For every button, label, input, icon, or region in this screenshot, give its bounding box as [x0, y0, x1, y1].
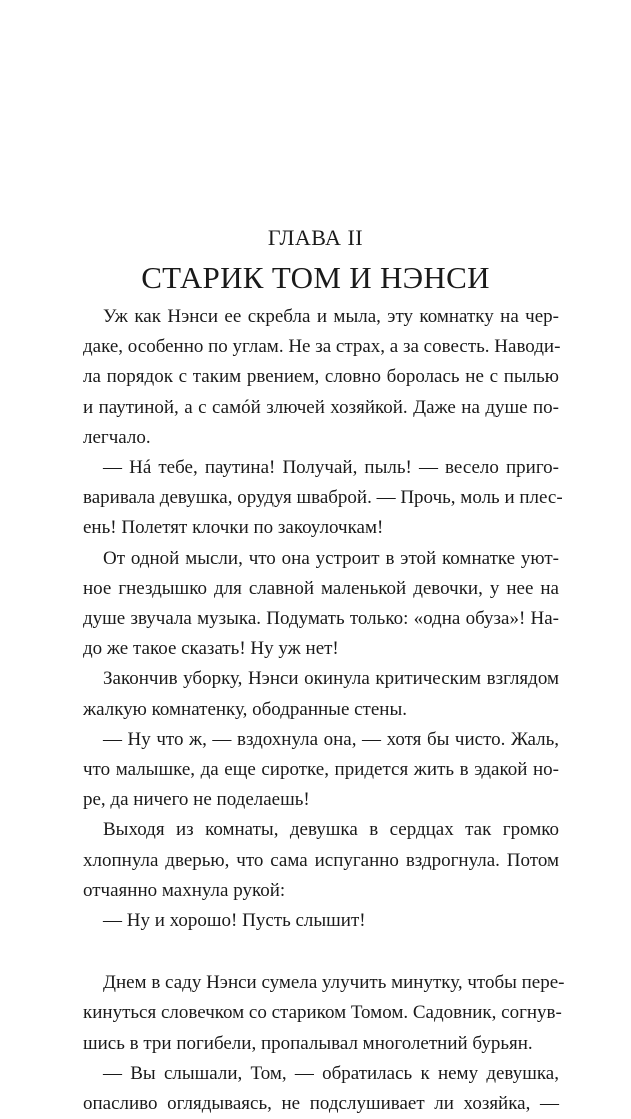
text-line: до же такое сказать! Ну уж нет! — [83, 638, 339, 659]
text-line: душе звучала музыка. Подумать только: «одна обуза»! На- — [83, 608, 559, 629]
text-line: ное гнездышко для славной маленькой девочки, у нее на — [83, 578, 559, 599]
text-line: кинуться словечком со стариком Томом. Садовник, согнув- — [83, 1002, 562, 1023]
text-line: отчаянно махнула рукой: — [83, 880, 286, 901]
text-line: и паутиной, а с самóй злючей хозяйкой. Даже на душе по- — [83, 397, 559, 418]
text-line: ень! Полетят клочки по закоулочкам! — [83, 517, 384, 538]
chapter-title: СТАРИК ТОМ И НЭНСИ — [141, 260, 490, 295]
text-line: опасливо оглядываясь, не подслушивает ли хозяйка, — — [83, 1093, 559, 1114]
text-line: — Нá тебе, паутина! Получай, пыль! — весело приго- — [103, 457, 559, 478]
text-line: что малышке, да еще сиротке, придется жить в эдакой но- — [83, 759, 559, 780]
text-line: — Ну что ж, — вздохнула она, — хотя бы чисто. Жаль, — [103, 729, 559, 750]
text-line: Выходя из комнаты, девушка в сердцах так громко — [103, 819, 559, 840]
text-line: легчало. — [83, 427, 151, 448]
text-line: шись в три погибели, пропалывал многолетний бурьян. — [83, 1033, 533, 1054]
text-line: ре, да ничего не поделаешь! — [83, 789, 310, 810]
chapter-number: ГЛАВА II — [267, 225, 364, 250]
text-line: Днем в саду Нэнси сумела улучить минутку, чтобы пере- — [103, 972, 565, 993]
text-line: варивала девушка, орудуя шваброй. — Прочь, моль и плес- — [83, 487, 563, 508]
text-line: Уж как Нэнси ее скребла и мыла, эту комнатку на чер- — [103, 306, 559, 327]
text-line: Закончив уборку, Нэнси окинула критическим взглядом — [103, 668, 559, 689]
text-line: — Вы слышали, Том, — обратилась к нему девушка, — [103, 1063, 559, 1084]
text-line: хлопнула дверью, что сама испуганно вздрогнула. Потом — [83, 850, 559, 871]
text-line: От одной мысли, что она устроит в этой комнатке уют- — [103, 548, 559, 569]
text-line: — Ну и хорошо! Пусть слышит! — [103, 910, 366, 931]
text-line: ла порядок с таким рвением, словно боролась не с пылью — [83, 366, 559, 387]
text-line: даке, особенно по углам. Не за страх, а за совесть. Наводи- — [83, 336, 561, 357]
text-line: жалкую комнатенку, ободранные стены. — [83, 699, 407, 720]
